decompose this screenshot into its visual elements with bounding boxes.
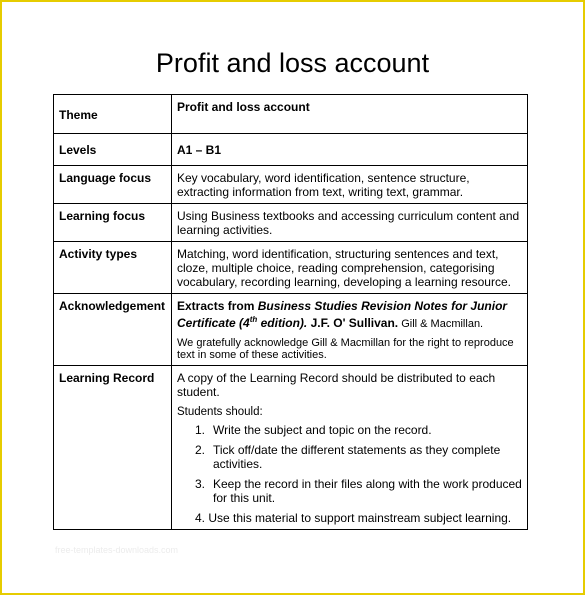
acknowledgement-citation bbox=[177, 299, 522, 331]
activity-types-value: Matching, word identification, structuring sentences and text, cloze, multiple choice, reading comprehension, categorising vocabulary, recording learning, developing a learning resource. bbox=[172, 242, 528, 294]
row-label: Activity types bbox=[54, 242, 172, 294]
table-row-theme bbox=[54, 95, 528, 134]
record-steps bbox=[195, 423, 522, 505]
citation-prefix: Extracts from bbox=[177, 299, 258, 313]
row-label: Learning Record bbox=[54, 366, 172, 530]
row-label: Language focus bbox=[54, 166, 172, 204]
acknowledgement-note: We gratefully acknowledge Gill & Macmillan for the right to reproduce text in some of these activities. bbox=[177, 337, 514, 361]
acknowledgement-value bbox=[172, 294, 528, 366]
table-row-language-focus bbox=[54, 166, 528, 204]
list-item: 2. Tick off/date the different statements as they complete activities. bbox=[195, 443, 501, 471]
table-row-activity-types bbox=[54, 242, 528, 294]
table-row-learning-record bbox=[54, 366, 528, 530]
page-title: Profit and loss account bbox=[155, 48, 430, 78]
theme-value: Profit and loss account bbox=[172, 95, 528, 134]
record-intro: A copy of the Learning Record should be distributed to each student. bbox=[177, 371, 496, 399]
record-should: Students should: bbox=[177, 406, 263, 418]
table-row-levels bbox=[54, 134, 528, 166]
table-row-learning-focus bbox=[54, 204, 528, 242]
learning-record-value bbox=[172, 366, 528, 530]
row-label: Levels bbox=[54, 134, 172, 166]
citation-sup: th bbox=[249, 315, 258, 324]
watermark: free-templates-downloads.com bbox=[55, 545, 179, 555]
list-item: 3. Keep the record in their files along with the work produced for this unit. bbox=[195, 477, 522, 505]
citation-book: Business Studies Revision Notes for Junior Certificate (4 bbox=[177, 299, 508, 330]
table-row-acknowledgement bbox=[54, 294, 528, 366]
language-focus-value: Key vocabulary, word identification, sentence structure, extracting information from text, writing text, grammar. bbox=[172, 166, 528, 204]
record-extra: 4. Use this material to support mainstream subject learning. bbox=[195, 511, 512, 525]
citation-author: J.F. O' Sullivan. bbox=[307, 316, 399, 330]
row-label: Acknowledgement bbox=[54, 294, 172, 366]
citation-publisher: Gill & Macmillan. bbox=[398, 318, 484, 330]
row-label: Learning focus bbox=[54, 204, 172, 242]
levels-value: A1 – B1 bbox=[172, 134, 528, 166]
lesson-info-table bbox=[53, 94, 528, 530]
citation-book-end: edition). bbox=[257, 316, 308, 330]
learning-focus-value: Using Business textbooks and accessing curriculum content and learning activities. bbox=[172, 204, 528, 242]
list-item: 1. Write the subject and topic on the record. bbox=[195, 423, 432, 437]
row-label: Theme bbox=[54, 95, 172, 134]
